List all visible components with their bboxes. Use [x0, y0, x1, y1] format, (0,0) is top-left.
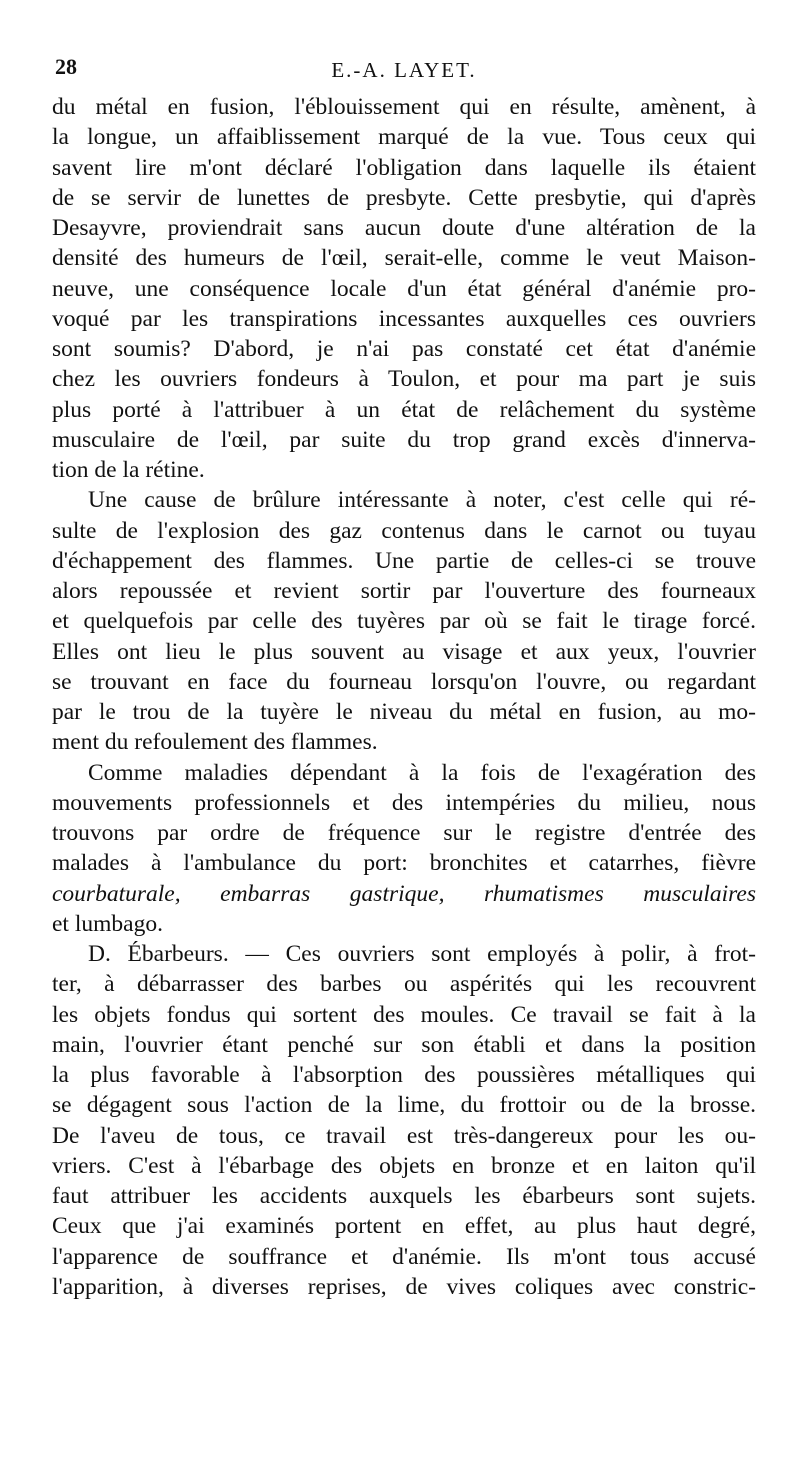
text-line: savent lire m'ont déclaré l'obligation dans laquelle ils étaient [52, 154, 756, 181]
text-line: d'échappement des flammes. Une partie de celles-ci se trouve [52, 547, 756, 574]
text-line: plus porté à l'attribuer à un état de relâchement du système [52, 396, 756, 423]
text-line: l'apparence de souffrance et d'anémie. Ils m'ont tous accusé [52, 1243, 756, 1270]
text-line: Une cause de brûlure intéressante à noter, c'est celle qui ré- [88, 487, 756, 514]
text-line: trouvons par ordre de fréquence sur le registre d'entrée des [52, 820, 756, 846]
text-line: sont soumis? D'abord, je n'ai pas constaté cet état d'anémie [52, 336, 756, 362]
text-line: se trouvant en face du fourneau lorsqu'on l'ouvre, ou regardant [52, 668, 756, 695]
text-line: les objets fondus qui sortent des moules. Ce travail se fait à la [52, 1001, 756, 1028]
text-line: neuve, une conséquence locale d'un état général d'anémie pro- [52, 275, 756, 302]
running-head: E.-A. LAYET. [331, 58, 477, 82]
text-line: Comme maladies dépendant à la fois de l'exagération des [88, 759, 756, 786]
text-line: voqué par les transpirations incessantes auxquelles ces ouvriers [52, 305, 756, 332]
book-page [52, 52, 756, 1302]
text-line: D. Ébarbeurs. — Ces ouvriers sont employés à polir, à frot- [88, 941, 756, 967]
text-line: du métal en fusion, l'éblouissement qui en résulte, amènent, à [52, 94, 756, 120]
text-line: chez les ouvriers fondeurs à Toulon, et pour ma part je suis [52, 366, 756, 393]
text-line: vriers. C'est à l'ébarbage des objets en bronze et en laiton qu'il [52, 1152, 756, 1179]
text-line: mouvements professionnels et des intempéries du milieu, nous [52, 789, 756, 816]
text-line: par le trou de la tuyère le niveau du métal en fusion, au mo- [52, 699, 756, 725]
text-line: Ceux que j'ai examinés portent en effet, au plus haut degré, [52, 1213, 756, 1240]
text-line: tion de la rétine. [52, 457, 205, 483]
text-line: et quelquefois par celle des tuyères par où se fait le tirage forcé. [52, 608, 756, 635]
page-number: 28 [55, 54, 77, 79]
text-line: courbaturale, embarras gastrique, rhumatismes musculaires [52, 880, 756, 907]
text-line: de se servir de lunettes de presbyte. Cette presbytie, qui d'après [52, 184, 756, 211]
text-line: l'apparition, à diverses reprises, de vives coliques avec constric- [52, 1273, 756, 1300]
page-header [52, 52, 756, 92]
text-line: la plus favorable à l'absorption des poussières métalliques qui [52, 1062, 756, 1088]
text-line: alors repoussée et revient sortir par l'ouverture des fourneaux [52, 578, 756, 604]
text-line: malades à l'ambulance du port: bronchites et catarrhes, fièvre [52, 850, 756, 877]
text-line: Elles ont lieu le plus souvent au visage et aux yeux, l'ouvrier [52, 638, 756, 665]
text-line: sulte de l'explosion des gaz contenus dans le carnot ou tuyau [52, 517, 756, 544]
body-text [52, 92, 756, 1302]
text-line: musculaire de l'œil, par suite du trop grand excès d'innerva- [52, 426, 756, 453]
text-line: se dégagent sous l'action de la lime, du frottoir ou de la brosse. [52, 1092, 756, 1119]
text-line: la longue, un affaiblissement marqué de la vue. Tous ceux qui [52, 124, 756, 151]
text-line: De l'aveu de tous, ce travail est très-dangereux pour les ou- [52, 1122, 756, 1149]
text-line: densité des humeurs de l'œil, serait-elle, comme le veut Maison- [52, 245, 756, 272]
text-line: ter, à débarrasser des barbes ou aspérités qui les recouvrent [52, 971, 756, 998]
text-line: Desayvre, proviendrait sans aucun doute d'une altération de la [52, 215, 756, 241]
text-line: main, l'ouvrier étant penché sur son établi et dans la position [52, 1031, 756, 1058]
text-line: ment du refoulement des flammes. [52, 729, 378, 756]
text-line: faut attribuer les accidents auxquels les ébarbeurs sont sujets. [52, 1183, 756, 1209]
text-line: et lumbago. [52, 910, 163, 937]
